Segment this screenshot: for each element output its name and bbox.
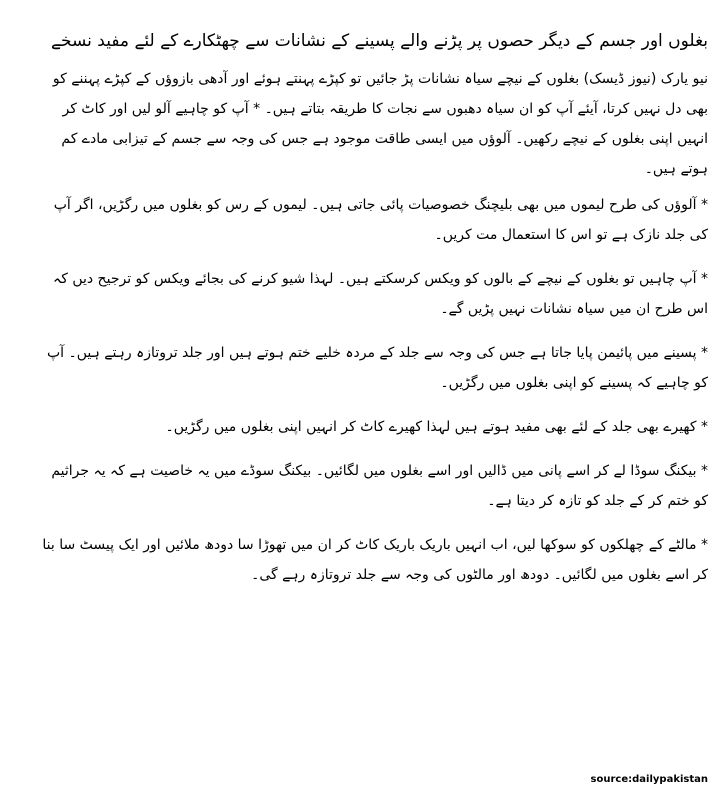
article-paragraph-5: * کھیرے بھی جلد کے لئے بھی مفید ہوتے ہیں لہذا کھیرے کاٹ کر انہیں اپنی بغلوں میں رگڑیں۔ (165, 419, 708, 435)
article-paragraph-2: * آلوؤں کی طرح لیموں میں بھی بلیچنگ خصوصیات پائی جاتی ہیں۔ لیموں کے رس کو بغلوں میں رگڑیں، اگر آپ کی جلد نازک ہے تو اس کا استعمال مت کریں۔ (53, 197, 708, 243)
article-paragraph-7: * مالٹے کے چھلکوں کو سوکھا لیں، اب انہیں باریک باریک کاٹ کر ان میں تھوڑا سا دودھ ملائیں اور ایک پیسٹ سا بنا کر اسے بغلوں میں لگائیں۔ دودھ اور مالٹوں کی وجہ سے جلد تروتازہ رہے گی۔ (42, 537, 708, 583)
article-paragraph-6: * بیکنگ سوڈا لے کر اسے پانی میں ڈالیں اور اسے بغلوں میں لگائیں۔ بیکنگ سوڈے میں یہ خاصیت ہے کہ یہ جراثیم کو ختم کر کے جلد کو تازہ کر دیتا ہے۔ (51, 463, 708, 509)
source-credit: source:dailypakistan (590, 774, 708, 785)
article-paragraph-4: * پسینے میں پائیمن پایا جاتا ہے جس کی وجہ سے جلد کے مردہ خلیے ختم ہوتے ہیں اور جلد تروتازہ رہتے ہیں۔ آپ کو چاہیے کہ پسینے کو اپنی بغلوں میں رگڑیں۔ (46, 345, 708, 391)
article-title: بغلوں اور جسم کے دیگر حصوں پر پڑنے والے پسینے کے نشانات سے چھٹکارے کے لئے مفید نسخے (51, 31, 708, 51)
article-paragraph-3: * آپ چاہیں تو بغلوں کے نیچے کے بالوں کو ویکس کرسکتے ہیں۔ لہذا شیو کرنے کی بجائے ویکس کو ترجیح دیں کہ اس طرح ان میں سیاہ نشانات نہیں پڑیں گے۔ (53, 271, 708, 317)
article-paragraph-1: نیو یارک (نیوز ڈیسک) بغلوں کے نیچے سیاہ نشانات پڑ جائیں تو کپڑے پہنتے ہوئے اور آدھی بازوؤں کے کپڑے پہننے کو بھی دل نہیں کرتا، آیئے آپ کو ان سیاہ دھبوں سے نجات کا طریقہ بتاتے ہیں۔ * آپ کو چاہیے آلو لیں اور کاٹ کر انہیں اپنی بغلوں کے نیچے رکھیں۔ آلوؤں میں ایسی طاقت موجود ہے جس کی وجہ سے جسم کے تیزابی مادے کم ہوتے ہیں۔ (52, 71, 708, 177)
